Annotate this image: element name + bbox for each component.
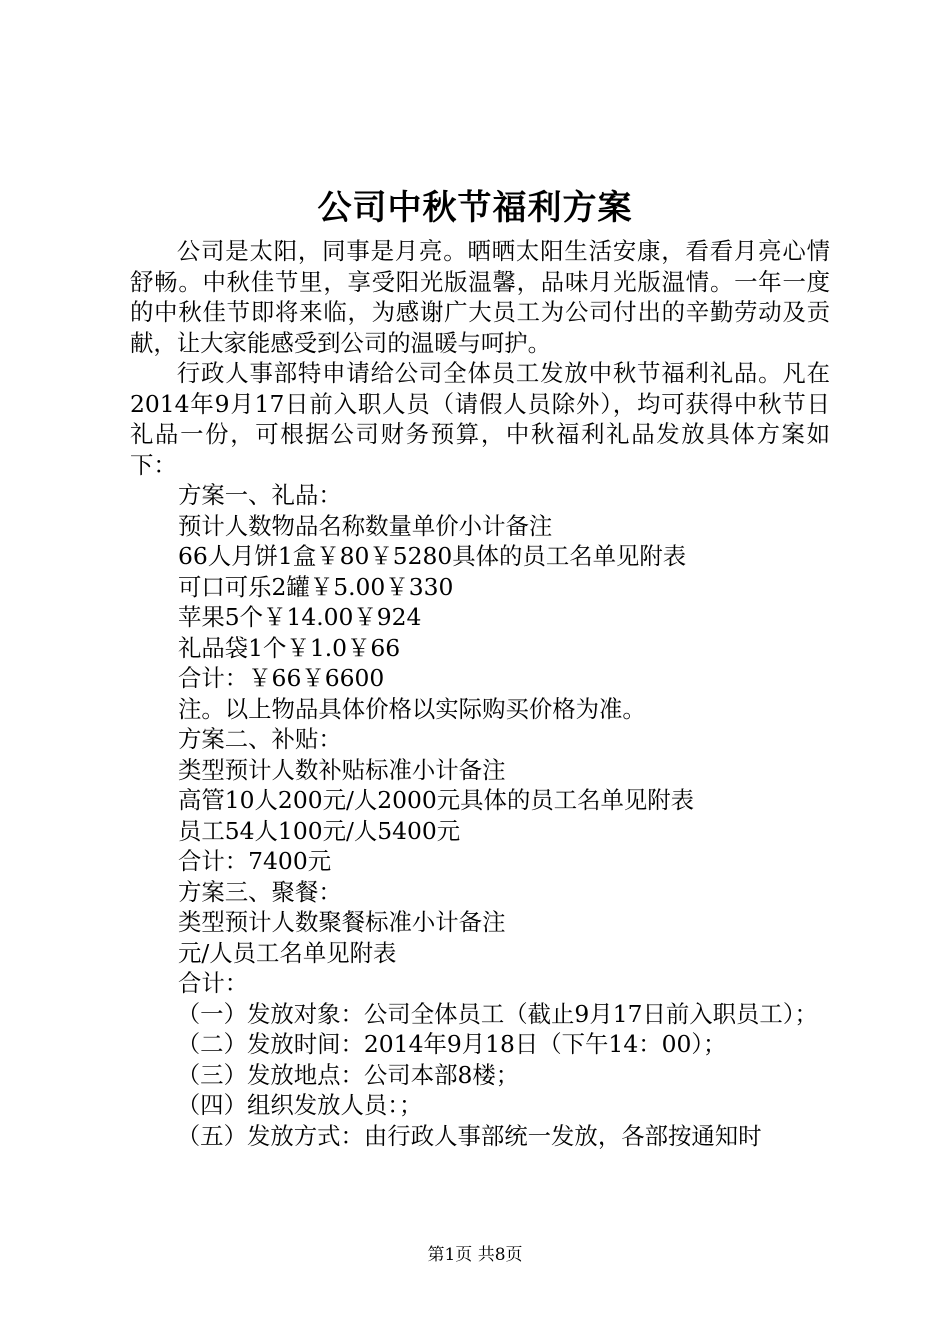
- plan2-header-row: 类型预计人数补贴标准小计备注: [178, 755, 506, 784]
- document-body: [130, 236, 830, 1151]
- plan2-heading: 方案二、补贴：: [178, 725, 342, 753]
- plan1-total: 合计：￥66￥6600: [178, 664, 385, 692]
- plan1-row: 可口可乐2罐￥5.00￥330: [178, 572, 454, 601]
- arrangement-item: （二）发放时间：2014年9月18日（下午14：00）；: [176, 1030, 727, 1058]
- plan1-row: 苹果5个￥14.00￥924: [178, 603, 422, 631]
- plan1-header-row: 预计人数物品名称数量单价小计备注: [178, 511, 553, 540]
- plan1-row: 66人月饼1盒￥80￥5280具体的员工名单见附表: [178, 542, 687, 570]
- arrangement-item: （一）发放对象：公司全体员工（截止9月17日前入职员工）；: [176, 999, 818, 1028]
- plan3-heading: 方案三、聚餐：: [178, 877, 342, 906]
- scope-paragraph: 行政人事部特申请给公司全体员工发放中秋节福利礼品。凡在2014年9月17日前入职人员（请假人员除外），均可获得中秋节日礼品一份，可根据公司财务预算，中秋福利礼品发放具体方案如下：: [130, 359, 830, 479]
- plan3-total: 合计：: [178, 969, 249, 997]
- document-title: 公司中秋节福利方案: [317, 188, 633, 228]
- plan3-header-row: 类型预计人数聚餐标准小计备注: [178, 908, 506, 936]
- plan1-row: 礼品袋1个￥1.0￥66: [178, 633, 401, 662]
- plan2-row: 高管10人200元/人2000元具体的员工名单见附表: [178, 786, 695, 814]
- plan2-total: 合计：7400元: [178, 847, 332, 875]
- intro-paragraph: 公司是太阳，同事是月亮。晒晒太阳生活安康，看看月亮心情舒畅。中秋佳节里，享受阳光版温馨，品味月光版温情。一年一度的中秋佳节即将来临，为感谢广大员工为公司付出的辛勤劳动及贡献，让大家能感受到公司的温暖与呵护。: [130, 237, 830, 357]
- arrangement-item: （三）发放地点：公司本部8楼；: [176, 1060, 520, 1089]
- plan1-note: 注。以上物品具体价格以实际购买价格为准。: [178, 694, 646, 723]
- plan2-row: 员工54人100元/人5400元: [178, 816, 461, 845]
- plan1-heading: 方案一、礼品：: [178, 481, 342, 509]
- arrangement-item: （四）组织发放人员：；: [176, 1091, 423, 1119]
- plan3-row: 元/人员工名单见附表: [178, 938, 397, 967]
- arrangement-item: （五）发放方式：由行政人事部统一发放，各部按通知时: [176, 1121, 762, 1150]
- page-footer: 第1页 共8页: [427, 1245, 523, 1265]
